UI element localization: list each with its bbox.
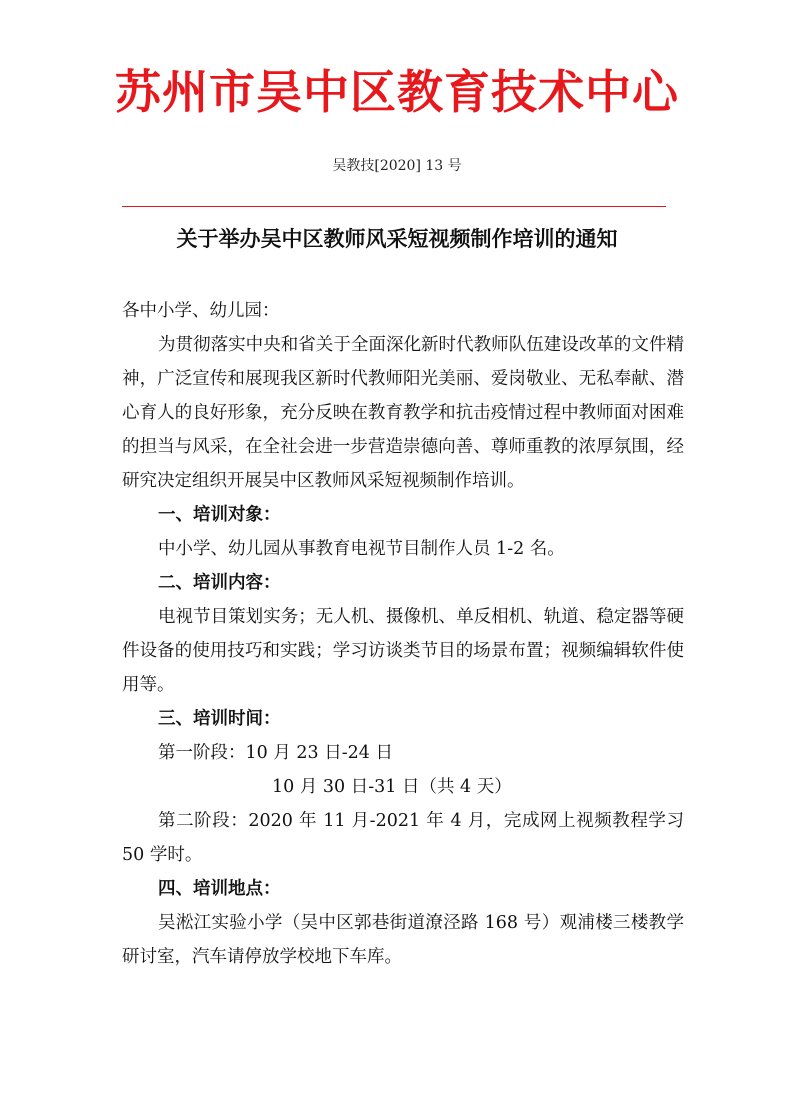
red-divider-line — [122, 206, 666, 207]
time-stage-one-line-two: 10 月 30 日-31 日（共 4 天） — [272, 777, 512, 797]
section-heading-location: 四、培训地点： — [158, 879, 281, 899]
intro-paragraph: 为贯彻落实中央和省关于全面深化新时代教师队伍建设改革的文件精神，广泛宣传和展现我区新时代教师阳光美丽、爱岗敬业、无私奉献、潜心育人的良好形象，充分反映在教育教学和抗击疫情过程中教师面对困难的担当与风采，在全社会进一步营造崇德向善、尊师重教的浓厚氛围，经研究决定组织开展吴中区教师风采短视频制作培训。 — [122, 335, 684, 491]
salutation: 各中小学、幼儿园： — [122, 301, 280, 321]
time-stage-one-line-one: 第一阶段：10 月 23 日-24 日 — [158, 743, 393, 763]
section-heading-target: 一、培训对象： — [158, 505, 281, 525]
section-heading-content: 二、培训内容： — [158, 573, 281, 593]
section-text-location: 吴淞江实验小学（吴中区郭巷街道潦泾路 168 号）观浦楼三楼教学研讨室，汽车请停放学校地下车库。 — [122, 913, 684, 967]
masthead-org-name: 苏州市吴中区教育技术中心 — [115, 65, 679, 119]
section-text-target: 中小学、幼儿园从事教育电视节目制作人员 1-2 名。 — [158, 539, 565, 559]
time-stage-two: 第二阶段：2020 年 11 月-2021 年 4 月，完成网上视频教程学习 50 学时。 — [122, 811, 684, 865]
document-body — [122, 294, 684, 974]
section-text-content: 电视节目策划实务；无人机、摄像机、单反相机、轨道、稳定器等硬件设备的使用技巧和实践；学习访谈类节目的场景布置；视频编辑软件使用等。 — [122, 607, 684, 695]
document-number: 吴教技[2020] 13 号 — [332, 158, 462, 174]
section-heading-time: 三、培训时间： — [158, 709, 281, 729]
document-title: 关于举办吴中区教师风采短视频制作培训的通知 — [176, 226, 618, 251]
